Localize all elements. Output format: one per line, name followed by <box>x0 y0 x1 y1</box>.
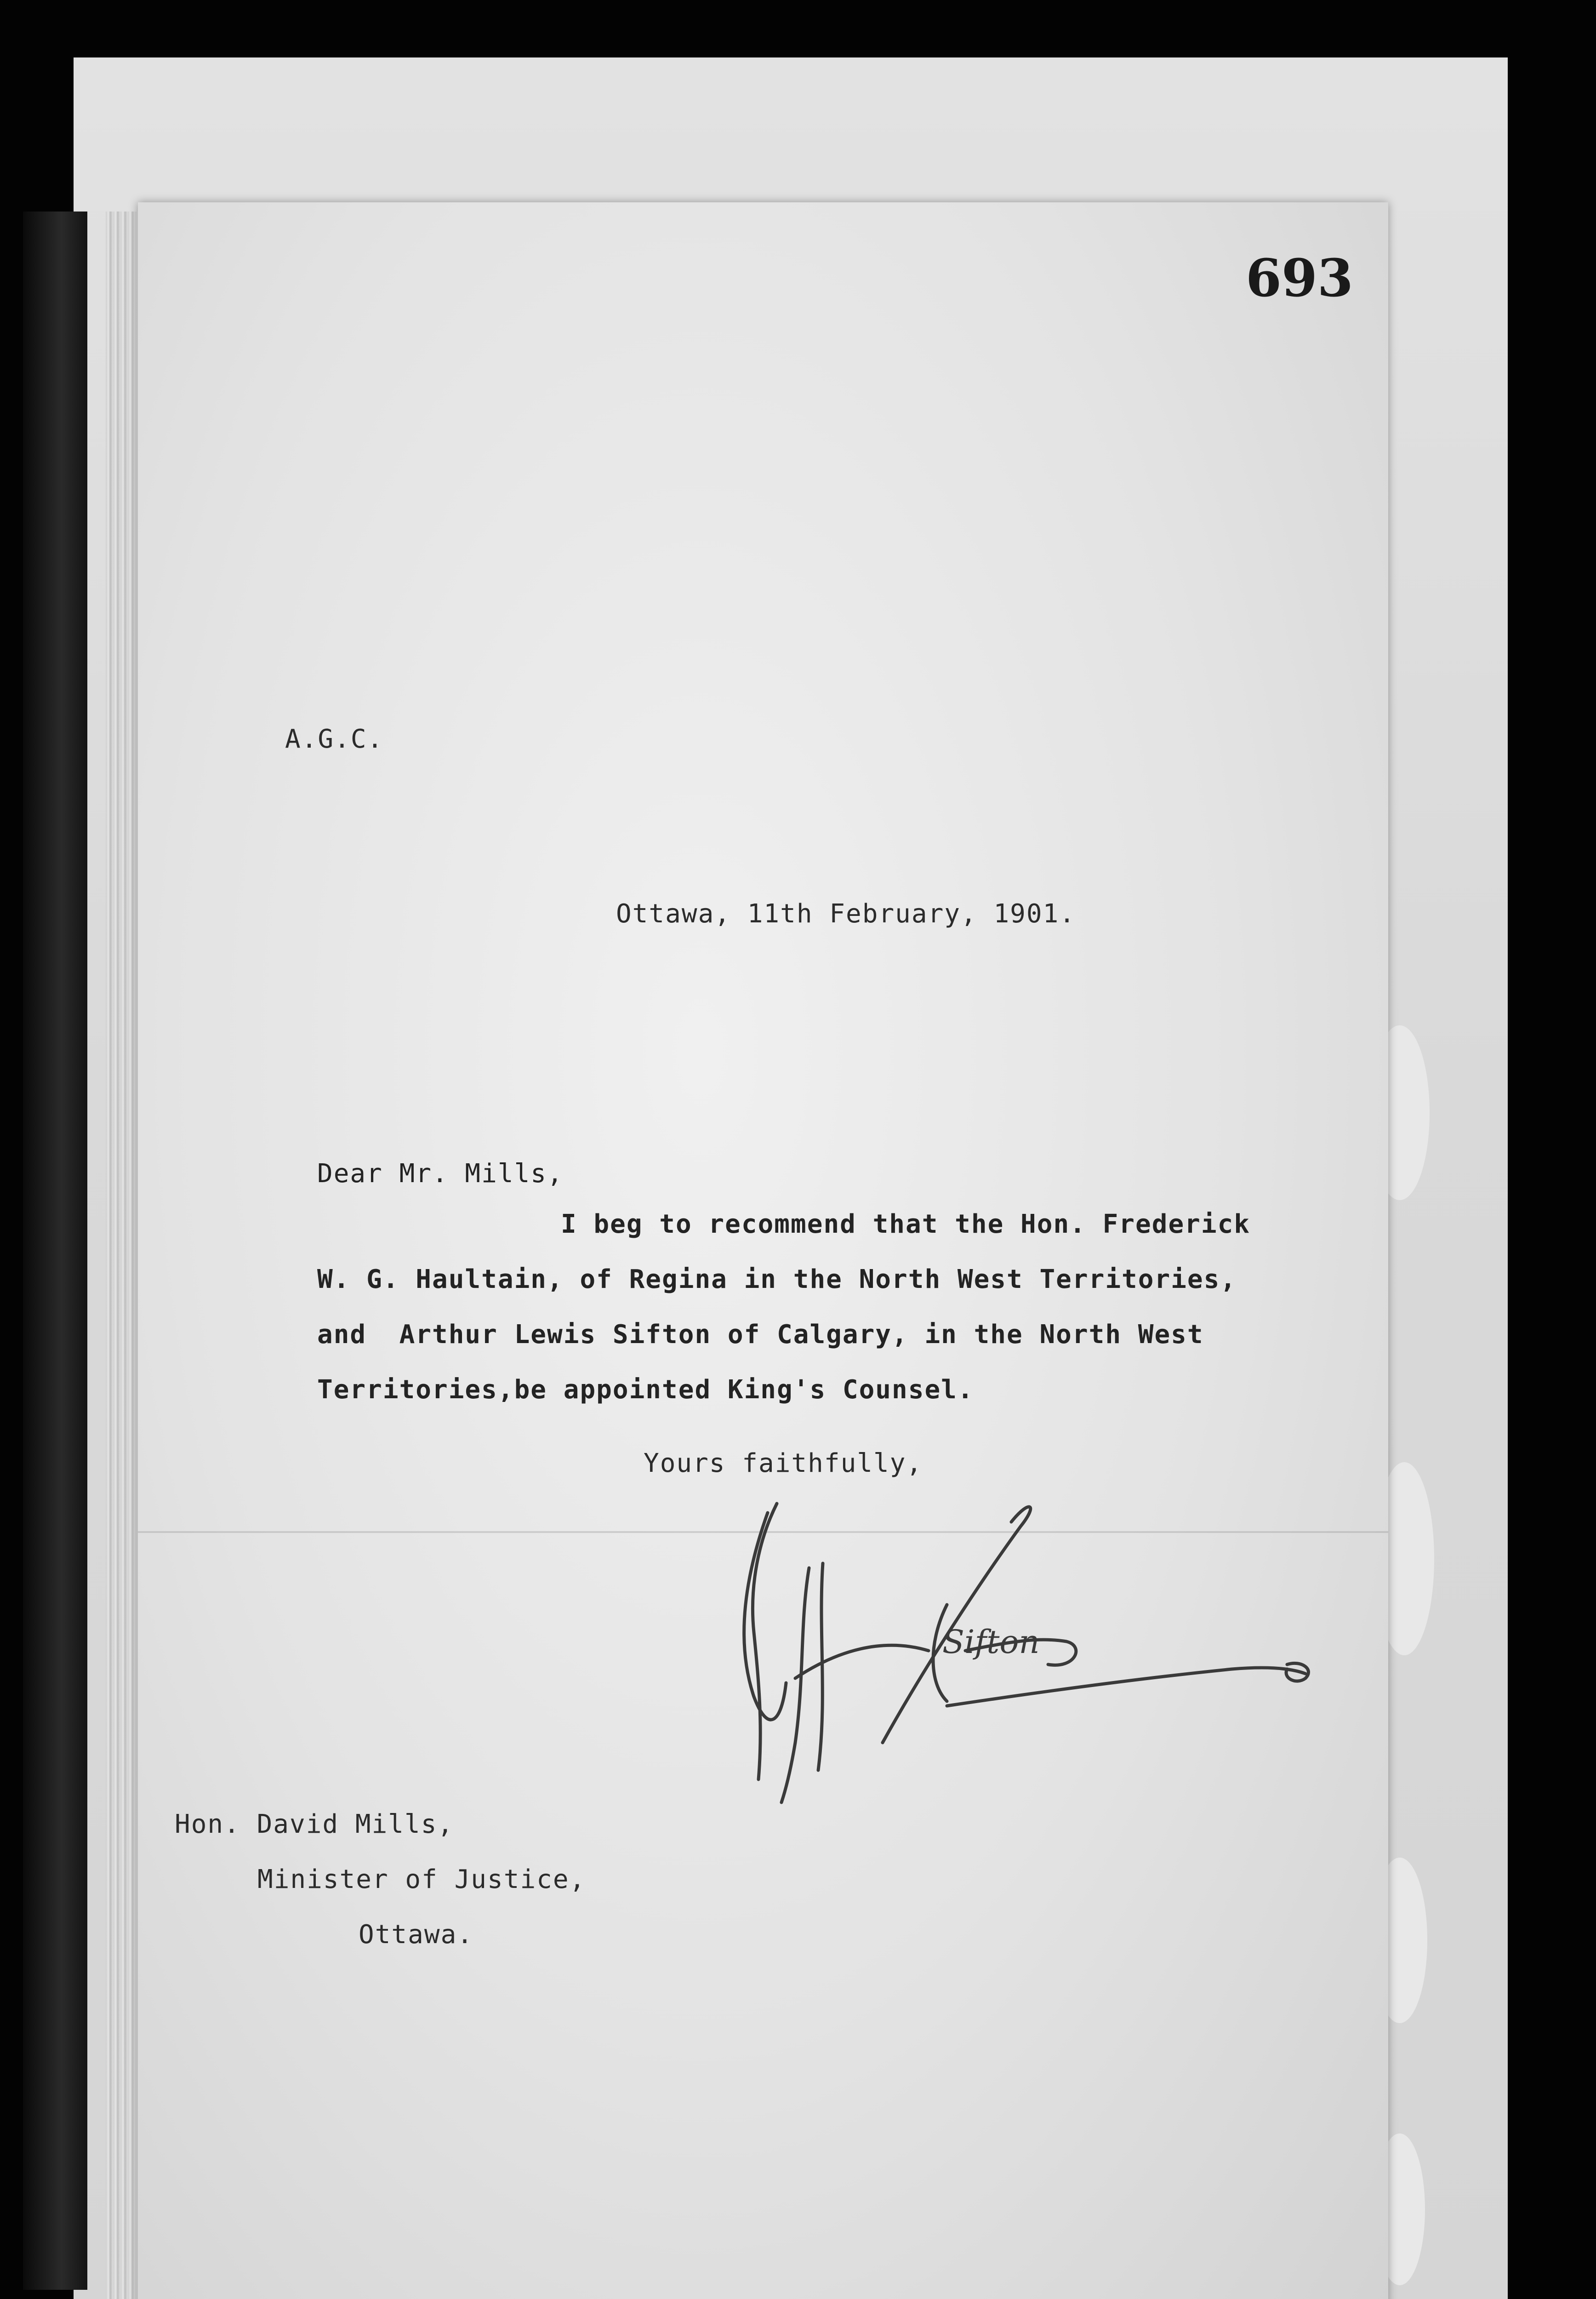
body-line: I beg to recommend that the Hon. Frederick <box>561 1209 1251 1239</box>
letter-sheet <box>138 202 1388 2299</box>
recipient-name: Hon. David Mills, <box>175 1809 454 1839</box>
dateline: Ottawa, 11th February, 1901. <box>616 899 1076 929</box>
recipient-title: Minister of Justice, <box>257 1864 586 1894</box>
binding-strip <box>23 212 87 2290</box>
salutation: Dear Mr. Mills, <box>317 1159 564 1189</box>
recipient-city: Ottawa. <box>359 1920 474 1950</box>
body-line: and Arthur Lewis Sifton of Calgary, in the North West <box>317 1320 1204 1350</box>
body-line: Territories,be appointed King's Counsel. <box>317 1375 974 1405</box>
signature-text: Sifton <box>942 1623 1040 1661</box>
body-line: W. G. Haultain, of Regina in the North West Territories, <box>317 1264 1237 1294</box>
page-number: 693 <box>1246 248 1353 309</box>
closing: Yours faithfully, <box>644 1448 923 1478</box>
file-code: A.G.C. <box>285 724 384 754</box>
